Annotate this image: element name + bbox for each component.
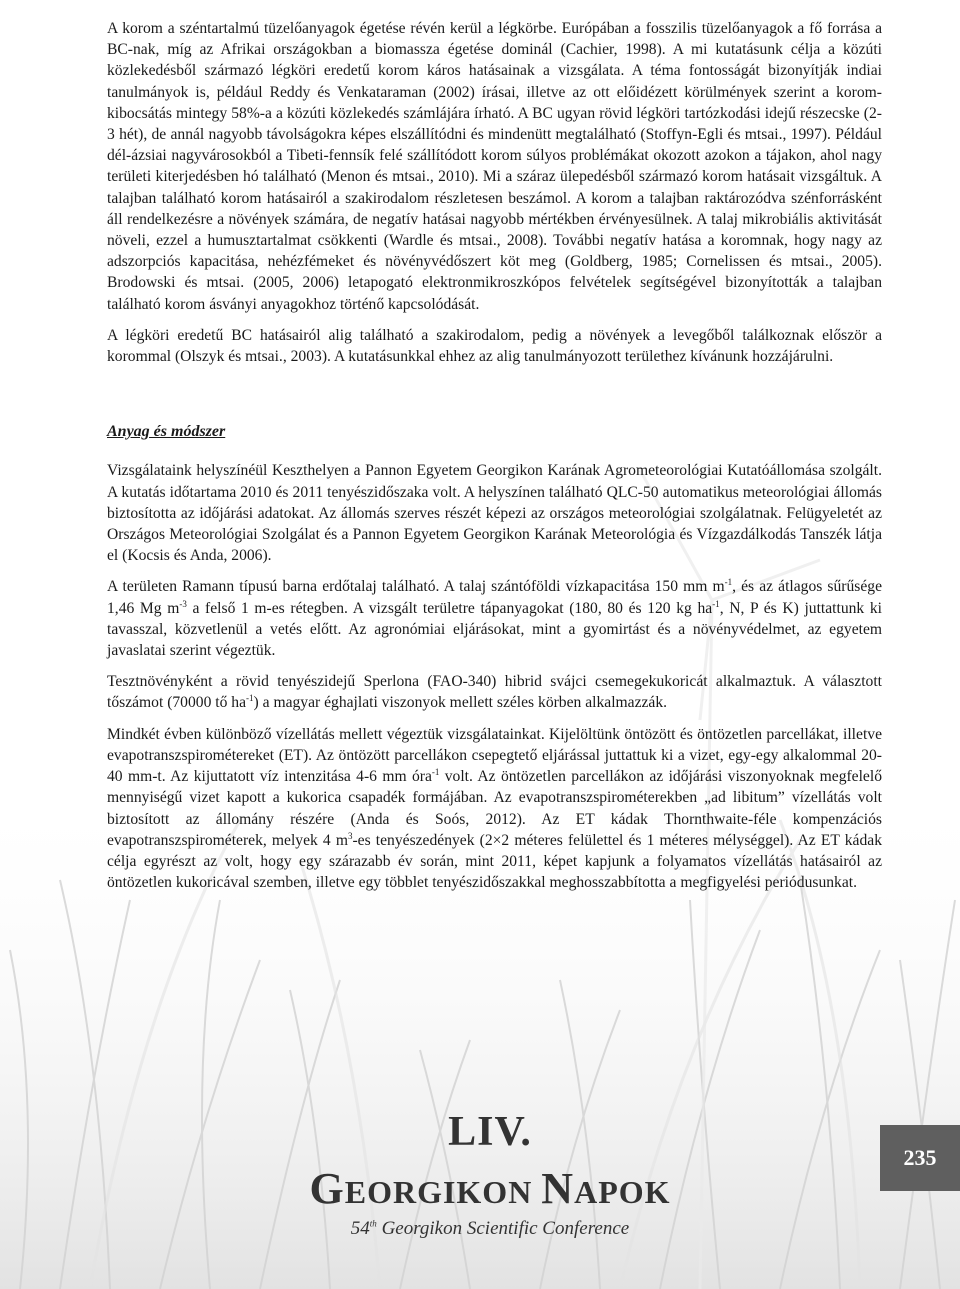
paragraph-test-plant: Tesztnövényként a rövid tenyészidejű Sperlona (FAO-340) hibrid svájci csemegekukoricát alkalmaztuk. A választott tőszámot (70000 tő $ha^{-1}$) a magyar éghajlati viszonyok mellett széles körben alkalmazzák.: [107, 673, 882, 712]
conference-number: LIV.: [448, 1109, 532, 1155]
page-number: 235: [903, 1145, 937, 1170]
conference-subtitle: 54th Georgikon Scientific Conference: [350, 1218, 630, 1239]
section-heading: Anyag és módszer: [107, 423, 226, 441]
paragraph-bc-effects: A légköri eredetű BC hatásairól alig található a szakirodalom, pedig a növények a levegőből találkoznak először a korommal (Olszyk és mtsai., 2003). A kutatásunkkal ehhez az alig tanulmányozott területhez kívánunk hozzájárulni.: [107, 326, 882, 366]
paragraph-site: Vizsgálataink helyszínéül Keszthelyen a Pannon Egyetem Georgikon Karának Agrometeorológiai Kutatóállomása szolgált. A kutatás időtartama 2010 és 2011 tenyészidőszaka volt. A helyszínen található QLC-50 automatikus meteorológiai állomás biztosította az időjárási adatokat. Az állomás szerves részét képezi az országos meteorológiai szolgálatnak. Felügyeletét az Országos Meteorológiai Szolgálat és a Pannon Egyetem Georgikon Karának Meteorológia és Vízgazdálkodás Tanszék látja el (Kocsis és Anda, 2006).: [107, 462, 882, 565]
article-body: [107, 18, 882, 903]
paragraph-intro: A korom a széntartalmú tüzelőanyagok égetése révén kerül a légkörbe. Európában a fosszilis tüzelőanyagok a fő forrása a BC-nak, míg az Afrikai országokban a biomassza égetése dominál (Cachier, 1998). A mi kutatásunk célja a közúti közlekedésből származó légköri eredetű korom káros hatásainak a vizsgálata. A téma fontosságát bizonyítják indiai tanulmányok is, például Reddy és Venkataraman (2002) írásai, illetve az ott előidézett körülmények szerint a korom-kibocsátás mintegy 58%-a a közúti közlekedés számlájára írható. A BC ugyan rövid légköri tartózkodási idejű részecske (2-3 hét), de annál nagyobb távolságokra képes elszállítódni és mindenütt megtalálható (Stoffyn-Egli és mtsai., 1997). Például dél-ázsiai nagyvárosokból a Tibeti-fennsík felé szállítódott korom súlyos problémákat okozott azokon a tájakon, ahol nagy területi kiterjedésben hó található (Menon és mtsai., 2010). Mi a száraz ülepedésből származó korom hatásait vizsgáltuk. A talajban található korom hatásairól a szakirodalom részletesen beszámol. A korom a talajban raktározódva szénforrásként áll rendelkezésre a növények számára, de negatív hatásai nagyobb mértékben érvényesülnek. A talaj mikrobiális aktivitását növeli, ezzel a humusztartalmat csökkenti (Wardle és mtsai., 2008). További negatív hatása a koromnak, hogy nagy az adszorpciós kapacitása, nehézfémeket és növényvédőszert köt meg (Goldberg, 1985; Cornelissen és mtsai., 2005). Brodowski és mtsai. (2005, 2006) letapogató elektronmikroszkópos felvételek segítségével bizonyították a talajban található korom ásványi anyagokhoz történő kapcsolódását.: [107, 20, 882, 313]
page-number-badge: [880, 1125, 960, 1191]
paragraph-water-supply: Mindkét évben különböző vízellátás mellett végeztük vizsgálatainkat. Kijelöltünk öntözött és öntözetlen parcellákat, illetve evapotranszspirométereket (ET). Az öntözött parcellákon csepegtető eljárással juttattuk ki a vizet, egy-egy alkalommal 20-40 mm-t. Az kijuttatott víz intenzitása 4-6 mm óra$^{-1}$ volt. Az öntözetlen parcellákon az időjárási viszonyoknak megfelelő mennyiségű vizet kapott a kukorica csapadék formájában. Az evapotranszspirométerekben „ad libitum” vízellátás volt biztosított az állomány részére (Anda és Soós, 2012). Az ET kádak Thornthwaite-féle kompenzációs evapotranszspirométerek, melyek 4 $m^3-es$ tenyészedények (2×2 méteres felülettel és 1 méteres mélységgel). Az ET kádak célja egyrészt az volt, hogy egy szárazabb év során, mint 2011, képet kapjunk a folyamatos vízellátás hatásairól az öntözetlen kukoricával szemben, illetve egy többlet tenyészidőszakkal meghosszabbította a megfigyelési periódusunkat.: [107, 725, 882, 892]
paragraph-soil: A területen Ramann típusú barna erdőtalaj található. A talaj szántóföldi vízkapacitása 150 mm $m^{-1}$, és az átlagos sűrűsége 1,46 Mg $m^{-3}$ a felső 1 m-es rétegben. A vizsgált területre tápanyagokat (180, 80 és 120 kg $ha^{-1}$, N, P és K) juttattunk ki tavasszal, közvetlenül a vetés előtt. Az agronómiai eljárásokat, mint a gyomirtást és a növényvédelmet, az egyetem javaslatai szerint végeztük.: [107, 577, 882, 660]
conference-name: GEORGIKON NAPOK: [309, 1164, 671, 1213]
